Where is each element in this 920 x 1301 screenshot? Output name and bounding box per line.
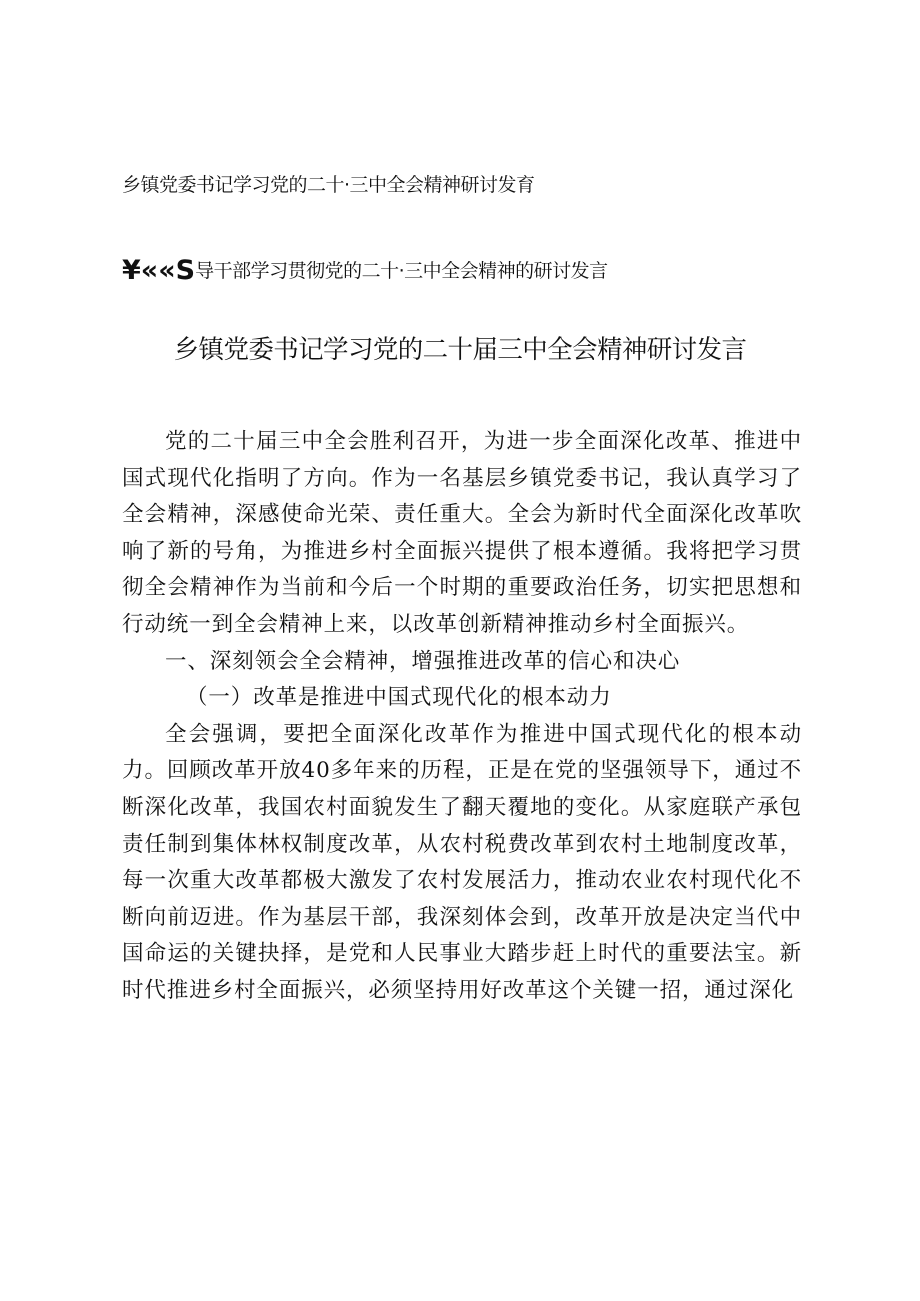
header-title-line-1: 乡镇党委书记学习党的二十·三中全会精神研讨发育	[122, 174, 535, 196]
section-heading-1: 一、深刻领会全会精神，增强推进改革的信心和决心	[165, 648, 681, 674]
header-garbled-text: ¥««S	[122, 255, 196, 286]
document-body	[122, 424, 802, 1010]
body-paragraph-1: 全会强调，要把全面深化改革作为推进中国式现代化的根本动力。回顾改革开放40多年来的历程，正是在党的坚强领导下，通过不断深化改革，我国农村面貌发生了翻天覆地的变化。从家庭联产承包责任制到集体林权制度改革，从农村税费改革到农村土地制度改革，每一次重大改革都极大激发了农村发展活力，推动农业农村现代化不断向前迈进。作为基层干部，我深刻体会到，改革开放是决定当代中国命运的关键抉择，是党和人民事业大踏步赶上时代的重要法宝。新时代推进乡村全面振兴，必须坚持用好改革这个关键一招，通过深化	[122, 721, 802, 1003]
intro-paragraph: 党的二十届三中全会胜利召开，为进一步全面深化改革、推进中国式现代化指明了方向。作为一名基层乡镇党委书记，我认真学习了全会精神，深感使命光荣、责任重大。全会为新时代全面深化改革吹响了新的号角，为推进乡村全面振兴提供了根本遵循。我将把学习贯彻全会精神作为当前和今后一个时期的重要政治任务，切实把思想和行动统一到全会精神上来，以改革创新精神推动乡村全面振兴。	[122, 429, 802, 637]
header-title-line-2-text: 导干部学习贯彻党的二十·三中全会精神的研讨发言	[195, 260, 608, 282]
document-title: 乡镇党委书记学习党的二十届三中全会精神研讨发言	[173, 335, 747, 365]
header-title-line-2	[122, 255, 608, 286]
subsection-heading-1: （一）改革是推进中国式现代化的根本动力	[186, 685, 612, 711]
